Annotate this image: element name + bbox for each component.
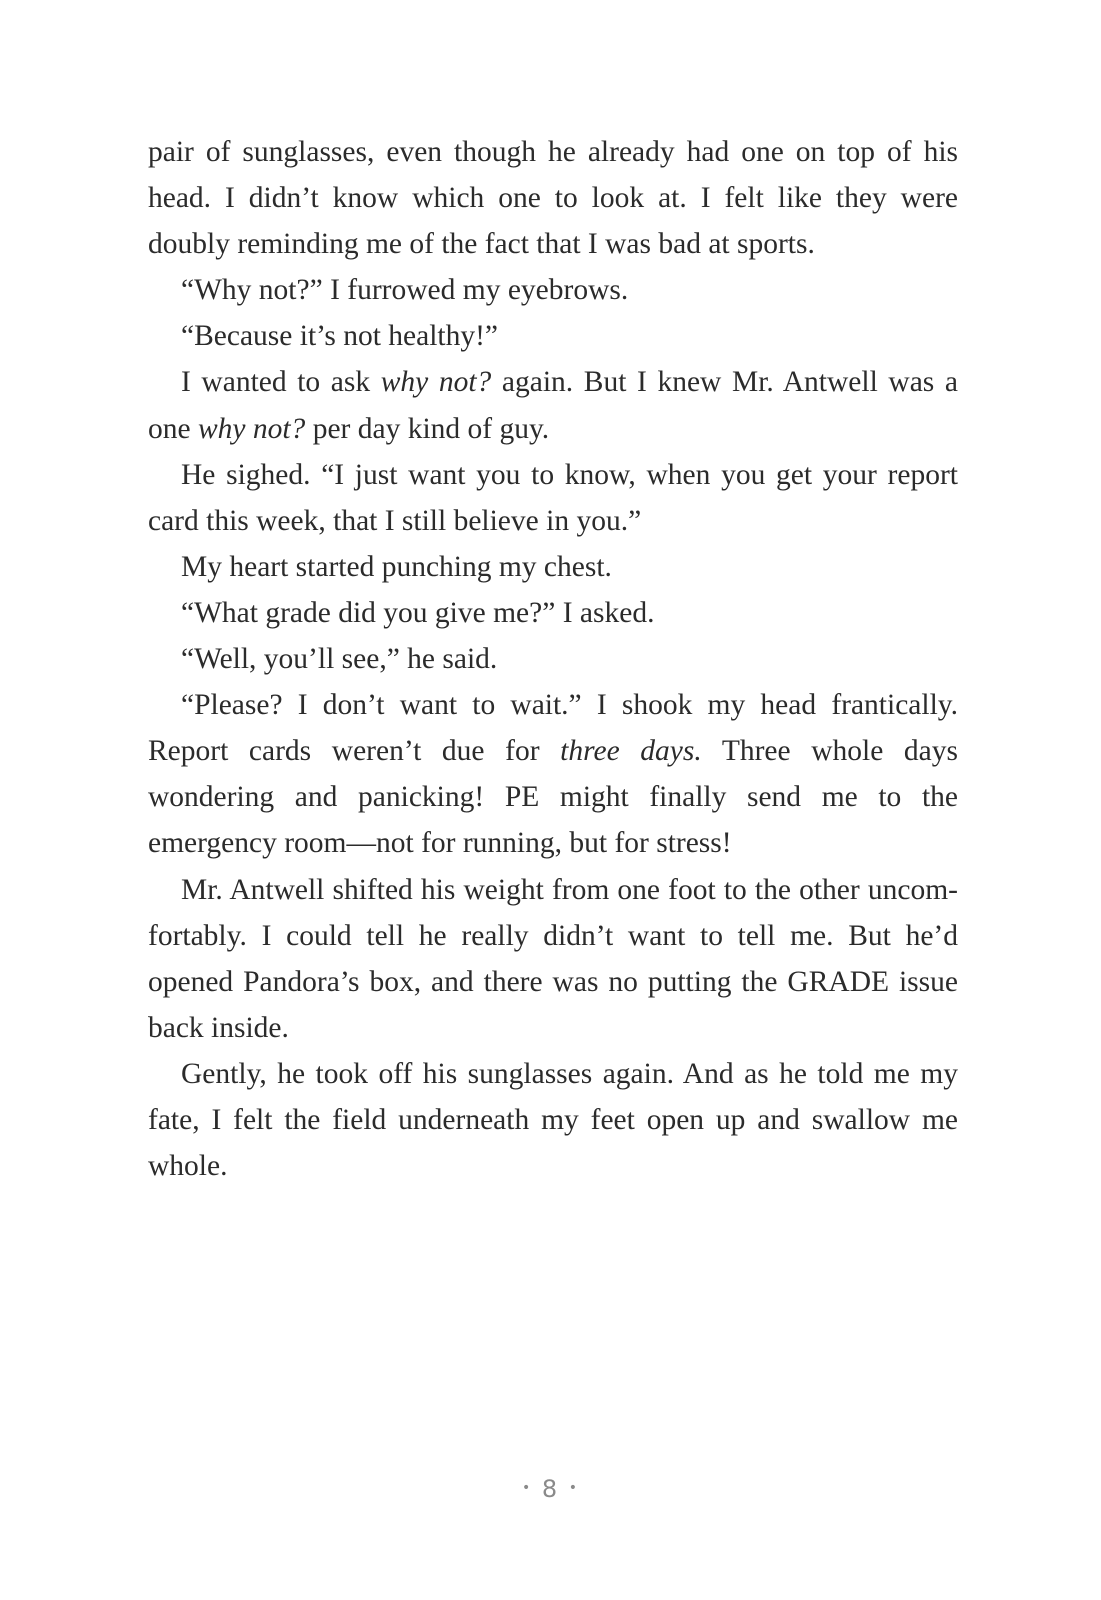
italic-text: three days.	[560, 735, 702, 768]
page-number: 8	[541, 1475, 560, 1503]
text-run: Mr. Antwell shifted his weight from one foot to the other uncomfortably. I could tell he really didn’t want to tell me. But he’d opened Pandora’s box, and there was no putting the GRADE issue back inside.	[148, 873, 958, 1044]
italic-text: why not?	[380, 366, 492, 399]
paragraph	[148, 359, 958, 451]
text-run: He sighed. “I just want you to know, when you get your report card this week, that I still believe in you.”	[148, 458, 958, 537]
bullet-left-icon: •	[521, 1480, 533, 1496]
paragraph	[148, 129, 958, 267]
italic-text: why not?	[197, 412, 306, 445]
text-run: per day kind of guy.	[305, 412, 550, 445]
text-run: pair of sunglasses, even though he already had one on top of his head. I didn’t know which one to look at. I felt like they were doubly reminding me of the fact that I was bad at sports.	[148, 136, 958, 261]
text-run: Gently, he took off his sunglasses again. And as he told me my fate, I felt the field underneath my feet open up and swallow me whole.	[148, 1057, 958, 1183]
page-number-footer	[0, 1475, 1101, 1503]
paragraph	[148, 544, 958, 590]
paragraph	[148, 590, 958, 636]
paragraph	[148, 1051, 958, 1189]
text-run: I wanted to ask	[181, 366, 381, 399]
paragraph	[148, 313, 958, 359]
paragraph	[148, 867, 958, 1051]
page-body	[148, 129, 958, 1189]
text-run: My heart started punching my chest.	[181, 550, 612, 583]
text-run: “Because it’s not healthy!”	[181, 320, 499, 353]
text-run: again. But I knew Mr. Antwell was a one	[148, 366, 958, 445]
text-run: “Why not?” I furrowed my eyebrows.	[181, 274, 629, 307]
paragraph	[148, 636, 958, 682]
text-run: “Please? I don’t want to wait.” I shook my head frantically. Report cards weren’t due for	[148, 689, 958, 768]
paragraph	[148, 452, 958, 544]
text-run: “Well, you’ll see,” he said.	[181, 643, 498, 676]
text-run: “What grade did you give me?” I asked.	[181, 596, 655, 629]
paragraph	[148, 267, 958, 313]
text-run: Three whole days wondering and panicking! PE might finally send me to the emergency room—not for running, but for stress!	[148, 735, 959, 860]
paragraph	[148, 682, 958, 866]
bullet-right-icon: •	[568, 1480, 580, 1496]
